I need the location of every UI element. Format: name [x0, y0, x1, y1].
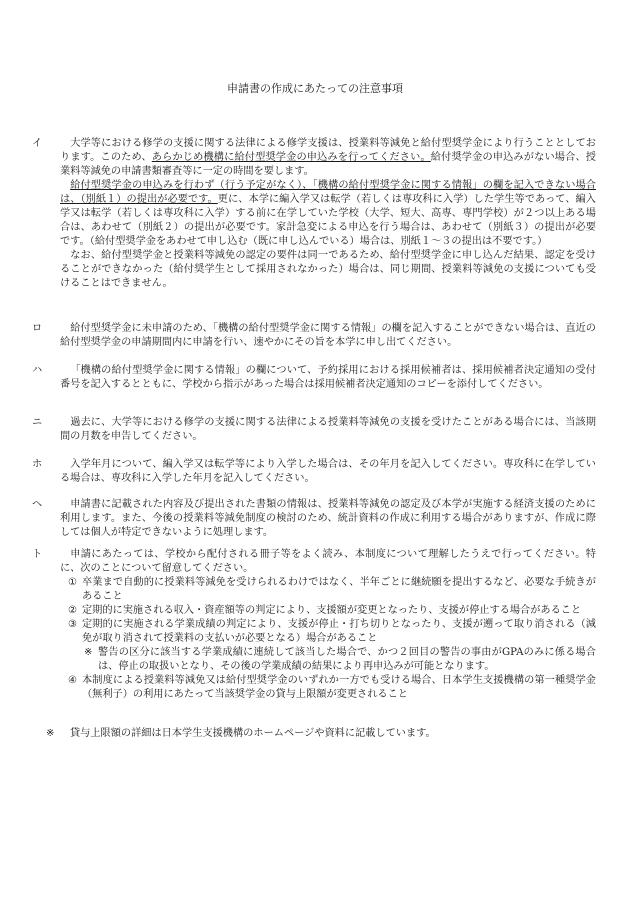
page-title: 申請書の作成にあたっての注意事項 [227, 82, 403, 95]
section-to [32, 548, 596, 702]
section-i [32, 137, 596, 291]
section-mark: ト [32, 549, 43, 560]
list-item: ① 卒業まで自動的に授業料等減免を受けられるわけではなく、半年ごとに継続願を提出するなど、必要な手続きがあること [68, 577, 596, 602]
footnote [46, 724, 436, 739]
paragraph: 給付型奨学金に未申請のため、「機構の給付型奨学金に関する情報」の欄を記入することができない場合は、直近の給付型奨学金の申請期間内に申請を行い、速やかにその旨を本学に申し出てください。 [60, 323, 596, 348]
item-number: ④ [68, 675, 78, 686]
underlined-text: あらかじめ機構に給付型奨学金の申込みを行ってください。 [151, 152, 431, 163]
item-number: ① [68, 577, 78, 588]
list-item: ④ 本制度による授業料等減免又は給付型奨学金のいずれか一方でも受ける場合、日本学生支援機構の第一種奨学金（無利子）の利用にあたって当該奨学金の貸与上限額が変更されること [68, 675, 596, 700]
footnote-text: 貸与上限額の詳細は日本学生支援機構のホームページや資料に記載しています。 [70, 728, 436, 739]
item-number: ② [68, 605, 78, 616]
section-he [32, 498, 596, 540]
paragraph: 過去に、大学等における修学の支援に関する法律による授業料等減免の支援を受けたことがある場合には、当該期間の月数を申告してください。 [60, 417, 596, 442]
section-ho [32, 458, 596, 486]
paragraph: 「機構の給付型奨学金に関する情報」の欄について、予約採用における採用候補者は、採用候補者決定通知の受付番号を記入するとともに、学校から指示があった場合は採用候補者決定通知のコピーを添付してください。 [60, 365, 596, 390]
list-item: ③ 定期的に実施される学業成績の判定により、支援が停止・打ち切りとなったり、支援が遡って取り消される（減免が取り消されて授業料の支払いが必要となる）場合があること [68, 619, 596, 644]
section-mark: ハ [32, 365, 43, 376]
section-ro [32, 322, 596, 350]
section-mark: ホ [32, 459, 43, 470]
item-number: ③ [68, 619, 78, 630]
section-mark: ニ [32, 417, 43, 428]
paragraph: 申請にあたっては、学校から配付される冊子等をよく読み、本制度について理解したうえで行ってください。特に、次のことについて留意してください。 [60, 549, 596, 574]
paragraph: 給付型奨学金の申込みを行わず（行う予定がなく）、「機構の給付型奨学金に関する情報」の欄を記入できない場合は、（別紙１）の提出が必要です。更に、本学に編入学又は転学（若しくは専攻科に入学）した学生等であって、編入学又は転学（若しくは専攻科に入学）する前に在学していた学校（大学、短大、高専、専門学校）が２つ以上ある場合は、あわせて（別紙２）の提出が必要です。家計急変による申込を行う場合は、あわせて（別紙３）の提出が必要です。（給付型奨学金をあわせて申し込む（既に申し込んでいる）場合は、別紙１〜３の提出は不要です。） [60, 180, 596, 247]
underlined-text: 給付型奨学金の申込みを行わず（行う予定がなく）、「機構の給付型奨学金に関する情報」の欄を記入できない場合は、（別紙１）の提出が必要です。 [60, 180, 596, 205]
list-note: ※ 警告の区分に該当する学業成績に連続して該当した場合で、かつ２回目の警告の事由がGPAのみに係る場合は、停止の取扱いとなり、その後の学業成績の結果により再申込みが可能となります。 [84, 647, 596, 672]
list-item: ② 定期的に実施される収入・資産額等の判定により、支援額が変更となったり、支援が停止する場合があること [68, 605, 582, 616]
footnote-mark: ※ [46, 728, 55, 739]
paragraph: 入学年月について、編入学又は転学等により入学した場合は、その年月を記入してください。専攻科に在学している場合は、専攻科に入学した年月を記入してください。 [60, 459, 596, 484]
section-ha [32, 364, 596, 392]
paragraph: 大学等における修学の支援に関する法律による修学支援は、授業料等減免と給付型奨学金により行うこととしております。このため、あらかじめ機構に給付型奨学金の申込みを行ってください。給付奨学金の申込みがない場合、授業料等減免の申請書類審査等に一定の時間を要します。 [60, 138, 596, 177]
section-mark: ヘ [32, 499, 43, 510]
section-ni [32, 416, 596, 444]
section-mark: イ [32, 138, 43, 149]
section-mark: ロ [32, 323, 43, 334]
paragraph: 申請書に記載された内容及び提出された書類の情報は、授業料等減免の認定及び本学が実施する経済支援のために利用します。また、今後の授業料等減免制度の検討のため、統計資料の作成に利用する場合がありますが、作成に際しては個人が特定できないように処理します。 [60, 499, 596, 538]
note-mark: ※ [84, 647, 93, 658]
paragraph: なお、給付型奨学金と授業料等減免の認定の要件は同一であるため、給付型奨学金に申し込んだ結果、認定を受けることができなかった（給付奨学生として採用されなかった）場合は、同じ期間、授業料等減免の支援についても受けることはできません。 [60, 250, 596, 289]
